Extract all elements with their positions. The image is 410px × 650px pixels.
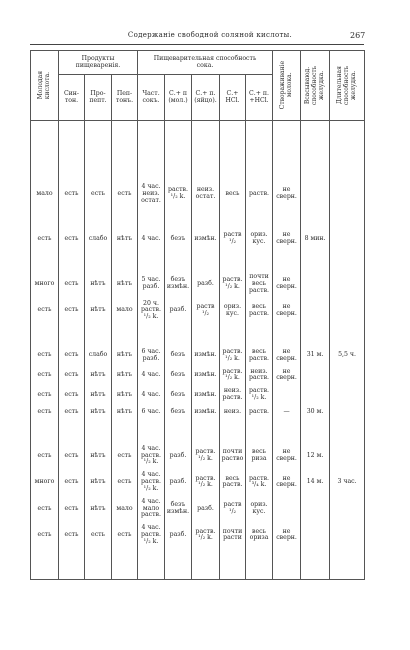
data-table [30, 50, 365, 580]
table-cell: весь риза [246, 443, 273, 469]
table-cell: есть [112, 443, 138, 469]
table-cell: есть [59, 181, 85, 207]
table-cell: есть [59, 298, 85, 324]
table-cell: не сверн. [273, 366, 301, 386]
table-cell: неиз. [220, 405, 246, 421]
table-cell [330, 522, 365, 548]
table-cell: ориз. кус. [220, 298, 246, 324]
table-cell: не сверн. [273, 346, 301, 366]
spacer-row [31, 121, 365, 182]
table-cell: 3 час. [330, 469, 365, 495]
table-cell: есть [59, 496, 85, 522]
table-row [31, 298, 365, 324]
table-cell [330, 298, 365, 324]
table-row [31, 385, 365, 405]
table-cell [330, 366, 365, 386]
table-cell: почти расти [220, 522, 246, 548]
table-cell: раств. ¹/₂ k. [220, 271, 246, 297]
table-cell: нѣтъ [112, 346, 138, 366]
table-cell [301, 385, 330, 405]
table-cell: 4 час. [138, 385, 165, 405]
table-row [31, 229, 365, 249]
table-cell: раств. [246, 405, 273, 421]
table-cell: нѣтъ [112, 271, 138, 297]
table-cell: есть [59, 271, 85, 297]
col-header-ability: Всасываюд. способность желудка. [301, 51, 330, 121]
table-row [31, 271, 365, 297]
table-cell: есть [59, 229, 85, 249]
table-cell: раств ¹/₂ [220, 496, 246, 522]
table-cell [330, 496, 365, 522]
table-cell: не сверн. [273, 522, 301, 548]
table-cell: весь [220, 181, 246, 207]
table-cell: измѣн. [192, 385, 220, 405]
table-cell: нѣтъ [112, 366, 138, 386]
table-cell: разб. [165, 522, 192, 548]
table-cell: нѣтъ [85, 271, 112, 297]
table-row [31, 443, 365, 469]
table-cell: нѣтъ [112, 405, 138, 421]
table-cell: раств. ¹/₂ k. [192, 443, 220, 469]
table-cell: есть [31, 443, 59, 469]
table-cell: есть [59, 366, 85, 386]
table-cell [330, 181, 365, 207]
table-cell: раств. ¹/₂ k. [165, 181, 192, 207]
table-cell: есть [31, 405, 59, 421]
table-cell: раств. [246, 181, 273, 207]
table-cell: 5,5 ч. [330, 346, 365, 366]
table-cell: разб. [192, 271, 220, 297]
table-cell: нѣтъ [85, 298, 112, 324]
table-cell [330, 405, 365, 421]
table-cell [330, 443, 365, 469]
table-cell: ориз. кус. [246, 229, 273, 249]
table-cell: есть [59, 522, 85, 548]
table-cell: весь раств. [246, 346, 273, 366]
table-cell: весь раств. [246, 298, 273, 324]
table-cell: раств. ¹/₂ k. [220, 346, 246, 366]
table-cell: раств ¹/₂ [192, 298, 220, 324]
table-cell: почти раство [220, 443, 246, 469]
table-cell: 4 час. раств. ¹/₂ k. [138, 522, 165, 548]
table-cell [301, 366, 330, 386]
table-cell: раств. ¹/₂ k. [246, 385, 273, 405]
table-cell: почти весь раств. [246, 271, 273, 297]
table-cell: не сверн. [273, 271, 301, 297]
col-group-products: Продукты пищеваренія. [59, 51, 138, 75]
table-body [31, 121, 365, 580]
table-cell: есть [112, 469, 138, 495]
table-cell [301, 181, 330, 207]
table-row [31, 405, 365, 421]
spacer-row [31, 207, 365, 229]
table-cell: 6 час. [138, 405, 165, 421]
table-cell: 5 час. разб. [138, 271, 165, 297]
table-cell: мало [31, 181, 59, 207]
table-cell: 4 час. неиз. остат. [138, 181, 165, 207]
spacer-row [31, 249, 365, 271]
col-header-product: Про- пепт. [85, 75, 112, 121]
table-cell: есть [59, 443, 85, 469]
table-cell: много [31, 469, 59, 495]
table-row [31, 181, 365, 207]
page-number: 267 [350, 31, 366, 40]
table-cell: есть [31, 496, 59, 522]
col-header-product: Пеп- тонъ. [112, 75, 138, 121]
table-row [31, 366, 365, 386]
spacer-row [31, 324, 365, 346]
table-cell [301, 496, 330, 522]
table-row [31, 496, 365, 522]
table-cell [330, 271, 365, 297]
table-cell: нѣтъ [112, 385, 138, 405]
table-cell: есть [31, 298, 59, 324]
table-cell: много [31, 271, 59, 297]
table-cell [301, 522, 330, 548]
table-cell [273, 496, 301, 522]
spacer-row [31, 421, 365, 443]
table-cell: 8 мин. [301, 229, 330, 249]
table-cell: весь ориза [246, 522, 273, 548]
table-cell: есть [112, 522, 138, 548]
table-cell [301, 298, 330, 324]
col-header-duration: Длительная способность желудка. [330, 51, 365, 121]
table-cell: есть [59, 385, 85, 405]
table-cell [330, 385, 365, 405]
table-cell: раств. ¹/₂ k. [192, 522, 220, 548]
col-group-digestion: Пищеварительная способность сока. [138, 51, 273, 75]
running-title: Содержаніе свободной соляной кислоты. [127, 31, 293, 39]
col-header-digestion: С.+ п. (яйцо). [192, 75, 220, 121]
table-cell: 4 час. раств. ¹/₂ k. [138, 469, 165, 495]
table-cell [273, 385, 301, 405]
table-cell: 4 час. [138, 366, 165, 386]
table-cell: раств. ¹/₂ k. [192, 469, 220, 495]
table-cell: неиз. остат. [192, 181, 220, 207]
table-cell: неиз. раств. [246, 366, 273, 386]
table-cell: — [273, 405, 301, 421]
table-cell: измѣн. [192, 229, 220, 249]
table-cell: мало [112, 298, 138, 324]
table-cell [330, 229, 365, 249]
table-cell: не сверн. [273, 443, 301, 469]
table-cell: 20 ч. раств. ¹/₂ k. [138, 298, 165, 324]
table-cell: 14 м. [301, 469, 330, 495]
table-cell: есть [59, 405, 85, 421]
table-cell: безъ [165, 366, 192, 386]
table-cell: нѣтъ [85, 469, 112, 495]
table-row [31, 469, 365, 495]
table-cell: не сверн. [273, 469, 301, 495]
table-cell: есть [31, 522, 59, 548]
table-cell: есть [85, 522, 112, 548]
table-cell: нѣтъ [112, 229, 138, 249]
table-cell: есть [31, 346, 59, 366]
table-cell: раств ¹/₂ [220, 229, 246, 249]
table-cell: не сверн. [273, 298, 301, 324]
table-cell: безъ [165, 346, 192, 366]
table-cell [301, 271, 330, 297]
table-cell: слабо [85, 229, 112, 249]
table-cell: есть [31, 366, 59, 386]
table-cell: есть [31, 229, 59, 249]
table-cell: неиз. раств. [220, 385, 246, 405]
spacer-row [31, 549, 365, 580]
table-cell: измѣн. [192, 405, 220, 421]
table-cell: не сверн. [273, 181, 301, 207]
table-cell: безъ [165, 229, 192, 249]
table-cell: нѣтъ [85, 496, 112, 522]
table-cell: есть [85, 181, 112, 207]
table-cell: есть [59, 346, 85, 366]
table-cell: безъ [165, 385, 192, 405]
table-cell: нѣтъ [85, 385, 112, 405]
table-cell: 31 м. [301, 346, 330, 366]
table-cell: 4 час. мало раств. [138, 496, 165, 522]
table-cell: нѣтъ [85, 366, 112, 386]
table-cell: измѣн. [192, 346, 220, 366]
table-cell: нѣтъ [85, 405, 112, 421]
table-cell: мало [112, 496, 138, 522]
table-cell: 30 м. [301, 405, 330, 421]
table-row [31, 346, 365, 366]
col-header-acid: Молодая кислота. [31, 51, 59, 121]
table-cell: нѣтъ [85, 443, 112, 469]
table-cell: раств. ¹/₂ k. [220, 366, 246, 386]
table-cell: слабо [85, 346, 112, 366]
table-cell: раств. ³/₄ k. [246, 469, 273, 495]
table-cell: разб. [165, 469, 192, 495]
table-cell: безъ [165, 405, 192, 421]
table-cell: 6 час. разб. [138, 346, 165, 366]
table-cell: есть [59, 469, 85, 495]
col-header-clotting: Створаживаніе молока. [273, 51, 301, 121]
table-cell: измѣн. [192, 366, 220, 386]
table-cell: есть [112, 181, 138, 207]
table-row [31, 522, 365, 548]
table-cell: разб. [192, 496, 220, 522]
table-cell: не сверн. [273, 229, 301, 249]
table-cell: весь раств. [220, 469, 246, 495]
table-cell: разб. [165, 443, 192, 469]
col-header-digestion: С.+ HCl. [220, 75, 246, 121]
col-header-digestion: С.+ п (мол.) [165, 75, 192, 121]
table-cell: 12 м. [301, 443, 330, 469]
header-rule [30, 44, 364, 45]
table-cell: 4 час. [138, 229, 165, 249]
table-cell: безъ измѣн. [165, 271, 192, 297]
table-cell: ориз. кус. [246, 496, 273, 522]
table-cell: разб. [165, 298, 192, 324]
table-cell: безъ измѣн. [165, 496, 192, 522]
col-header-product: Син- тон. [59, 75, 85, 121]
table-cell: есть [31, 385, 59, 405]
table-cell: 4 час. раств. ¹/₂ k. [138, 443, 165, 469]
col-header-digestion: С.+ п. +HCl. [246, 75, 273, 121]
col-header-digestion: Част. сокъ. [138, 75, 165, 121]
